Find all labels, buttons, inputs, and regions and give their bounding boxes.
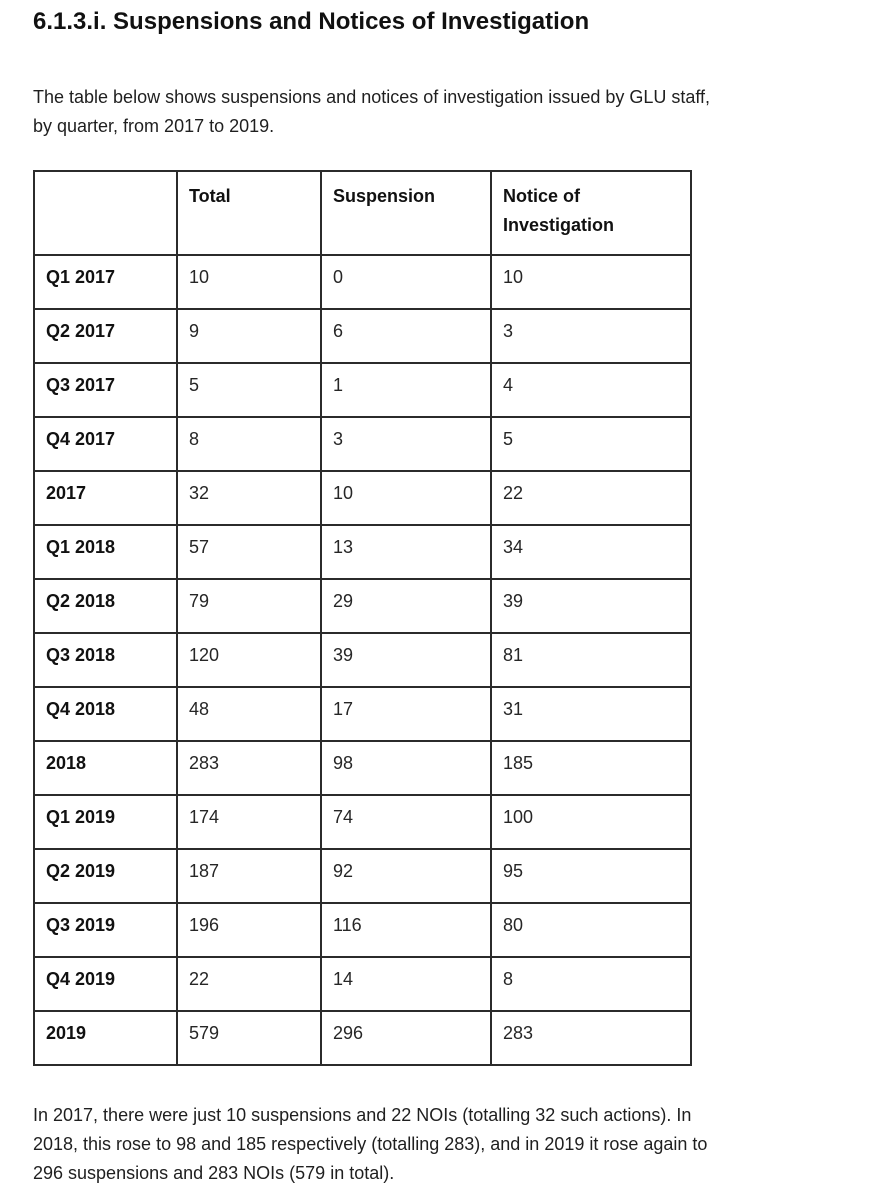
column-header-cell: Notice of Investigation: [491, 171, 691, 255]
value-cell-notice-of-investigation: 185: [491, 741, 691, 795]
row-label-cell: Q1 2017: [34, 255, 177, 309]
value-cell-total: 196: [177, 903, 321, 957]
row-label-cell: 2018: [34, 741, 177, 795]
row-label-cell: Q3 2018: [34, 633, 177, 687]
table-row: [34, 579, 691, 633]
paragraph-line: In 2017, there were just 10 suspensions and 22 NOIs (totalling 32 such actions). In: [33, 1105, 692, 1125]
value-cell-suspension: 29: [321, 579, 491, 633]
row-label-cell: 2019: [34, 1011, 177, 1065]
row-label-cell: Q2 2019: [34, 849, 177, 903]
value-cell-notice-of-investigation: 4: [491, 363, 691, 417]
value-cell-suspension: 3: [321, 417, 491, 471]
table-row: [34, 525, 691, 579]
value-cell-total: 32: [177, 471, 321, 525]
table-header-row: [34, 171, 691, 255]
table-row: [34, 687, 691, 741]
paragraph-line: by quarter, from 2017 to 2019.: [33, 116, 275, 136]
suspensions-noi-table: [33, 170, 692, 1066]
paragraph-line: 296 suspensions and 283 NOIs (579 in total).: [33, 1163, 395, 1183]
value-cell-total: 9: [177, 309, 321, 363]
value-cell-suspension: 10: [321, 471, 491, 525]
value-cell-notice-of-investigation: 22: [491, 471, 691, 525]
value-cell-notice-of-investigation: 34: [491, 525, 691, 579]
value-cell-suspension: 296: [321, 1011, 491, 1065]
table-row: [34, 363, 691, 417]
value-cell-notice-of-investigation: 283: [491, 1011, 691, 1065]
value-cell-notice-of-investigation: 81: [491, 633, 691, 687]
value-cell-notice-of-investigation: 95: [491, 849, 691, 903]
value-cell-total: 57: [177, 525, 321, 579]
value-cell-notice-of-investigation: 10: [491, 255, 691, 309]
paragraph-line: The table below shows suspensions and notices of investigation issued by GLU staff,: [33, 87, 711, 107]
table-row: [34, 471, 691, 525]
value-cell-total: 283: [177, 741, 321, 795]
corner-header-cell: [34, 171, 177, 255]
value-cell-total: 120: [177, 633, 321, 687]
value-cell-suspension: 6: [321, 309, 491, 363]
row-label-cell: Q1 2018: [34, 525, 177, 579]
value-cell-suspension: 13: [321, 525, 491, 579]
row-label-cell: Q3 2019: [34, 903, 177, 957]
value-cell-total: 48: [177, 687, 321, 741]
value-cell-suspension: 0: [321, 255, 491, 309]
intro-paragraph: [33, 83, 862, 141]
value-cell-total: 10: [177, 255, 321, 309]
row-label-cell: Q2 2017: [34, 309, 177, 363]
value-cell-suspension: 1: [321, 363, 491, 417]
value-cell-notice-of-investigation: 31: [491, 687, 691, 741]
table-row: [34, 255, 691, 309]
value-cell-notice-of-investigation: 5: [491, 417, 691, 471]
row-label-cell: Q2 2018: [34, 579, 177, 633]
value-cell-notice-of-investigation: 39: [491, 579, 691, 633]
value-cell-notice-of-investigation: 80: [491, 903, 691, 957]
column-header-cell: Total: [177, 171, 321, 255]
paragraph-line: 2018, this rose to 98 and 185 respectively (totalling 283), and in 2019 it rose again to: [33, 1134, 708, 1154]
value-cell-suspension: 74: [321, 795, 491, 849]
table-row: [34, 1011, 691, 1065]
value-cell-total: 8: [177, 417, 321, 471]
value-cell-notice-of-investigation: 8: [491, 957, 691, 1011]
row-label-cell: Q4 2019: [34, 957, 177, 1011]
value-cell-total: 187: [177, 849, 321, 903]
value-cell-total: 579: [177, 1011, 321, 1065]
row-label-cell: Q4 2018: [34, 687, 177, 741]
table-row: [34, 903, 691, 957]
row-label-cell: Q4 2017: [34, 417, 177, 471]
value-cell-suspension: 14: [321, 957, 491, 1011]
table-row: [34, 741, 691, 795]
value-cell-suspension: 116: [321, 903, 491, 957]
table-row: [34, 309, 691, 363]
value-cell-suspension: 92: [321, 849, 491, 903]
value-cell-notice-of-investigation: 100: [491, 795, 691, 849]
row-label-cell: Q3 2017: [34, 363, 177, 417]
value-cell-total: 5: [177, 363, 321, 417]
value-cell-suspension: 98: [321, 741, 491, 795]
row-label-cell: 2017: [34, 471, 177, 525]
value-cell-total: 174: [177, 795, 321, 849]
value-cell-notice-of-investigation: 3: [491, 309, 691, 363]
value-cell-suspension: 17: [321, 687, 491, 741]
value-cell-total: 22: [177, 957, 321, 1011]
column-header-cell: Suspension: [321, 171, 491, 255]
table-row: [34, 795, 691, 849]
value-cell-suspension: 39: [321, 633, 491, 687]
conclusion-paragraph: [33, 1101, 862, 1188]
table-row: [34, 633, 691, 687]
page-title: 6.1.3.i. Suspensions and Notices of Investigation: [33, 8, 590, 35]
table-body: [34, 255, 691, 1065]
value-cell-total: 79: [177, 579, 321, 633]
table-row: [34, 957, 691, 1011]
row-label-cell: Q1 2019: [34, 795, 177, 849]
table-row: [34, 417, 691, 471]
table-row: [34, 849, 691, 903]
